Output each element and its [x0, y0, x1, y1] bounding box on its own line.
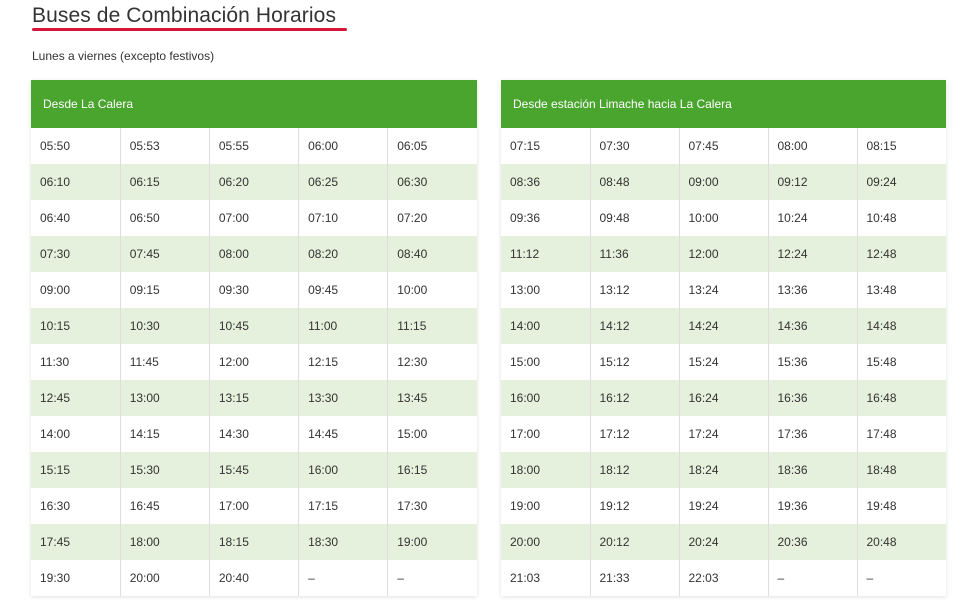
- time-cell: 09:36: [501, 200, 590, 236]
- time-cell: 13:12: [590, 272, 679, 308]
- time-cell: 07:20: [388, 200, 477, 236]
- schedule-subtitle: Lunes a viernes (excepto festivos): [32, 49, 215, 63]
- time-cell: 09:00: [679, 164, 768, 200]
- time-cell: 06:50: [120, 200, 209, 236]
- time-cell: 06:25: [299, 164, 388, 200]
- time-cell: 16:36: [768, 380, 857, 416]
- table-row: [31, 524, 477, 560]
- time-cell: 09:15: [120, 272, 209, 308]
- time-cell: 16:48: [857, 380, 946, 416]
- time-cell: 07:45: [679, 128, 768, 164]
- time-cell: 17:15: [299, 488, 388, 524]
- time-cell: 15:48: [857, 344, 946, 380]
- time-cell: 21:03: [501, 560, 590, 596]
- time-cell: 08:20: [299, 236, 388, 272]
- time-cell: 08:15: [857, 128, 946, 164]
- time-cell: 15:15: [31, 452, 120, 488]
- table-row: [501, 380, 946, 416]
- time-cell: 18:24: [679, 452, 768, 488]
- time-cell: 08:00: [209, 236, 298, 272]
- table-row: [501, 164, 946, 200]
- timetable: [31, 128, 477, 596]
- time-cell: 09:30: [209, 272, 298, 308]
- table-row: [31, 200, 477, 236]
- time-cell: 15:00: [388, 416, 477, 452]
- time-cell: 17:24: [679, 416, 768, 452]
- time-cell: 11:15: [388, 308, 477, 344]
- table-row: [501, 272, 946, 308]
- time-cell: 16:00: [299, 452, 388, 488]
- time-cell: 18:00: [120, 524, 209, 560]
- time-cell: 19:12: [590, 488, 679, 524]
- time-cell: 09:24: [857, 164, 946, 200]
- time-cell: 17:12: [590, 416, 679, 452]
- time-cell: 10:00: [679, 200, 768, 236]
- time-cell: 20:00: [120, 560, 209, 596]
- schedule-table-from-limache: [501, 80, 946, 596]
- time-cell: 21:33: [590, 560, 679, 596]
- table-row: [31, 236, 477, 272]
- time-cell: 17:00: [209, 488, 298, 524]
- time-cell: 09:45: [299, 272, 388, 308]
- time-cell: 15:12: [590, 344, 679, 380]
- table-header: Desde La Calera: [31, 80, 477, 128]
- time-cell: 12:48: [857, 236, 946, 272]
- title-underline: [32, 28, 347, 31]
- time-cell: 10:45: [209, 308, 298, 344]
- time-cell: 06:20: [209, 164, 298, 200]
- table-row: [31, 560, 477, 596]
- time-cell: 07:15: [501, 128, 590, 164]
- time-cell: 13:48: [857, 272, 946, 308]
- time-cell: 18:15: [209, 524, 298, 560]
- table-row: [501, 128, 946, 164]
- time-cell: 20:36: [768, 524, 857, 560]
- table-row: [31, 416, 477, 452]
- time-cell: 13:24: [679, 272, 768, 308]
- time-cell: –: [857, 560, 946, 596]
- time-cell: 17:48: [857, 416, 946, 452]
- time-cell: 15:30: [120, 452, 209, 488]
- time-cell: 14:12: [590, 308, 679, 344]
- table-row: [31, 308, 477, 344]
- timetable: [501, 128, 946, 596]
- time-cell: 18:12: [590, 452, 679, 488]
- time-cell: 15:36: [768, 344, 857, 380]
- time-cell: 19:24: [679, 488, 768, 524]
- time-cell: 07:30: [31, 236, 120, 272]
- time-cell: 11:30: [31, 344, 120, 380]
- table-row: [501, 308, 946, 344]
- time-cell: 13:15: [209, 380, 298, 416]
- time-cell: 20:24: [679, 524, 768, 560]
- time-cell: 13:00: [120, 380, 209, 416]
- time-cell: 07:00: [209, 200, 298, 236]
- time-cell: 20:12: [590, 524, 679, 560]
- table-row: [31, 488, 477, 524]
- time-cell: 05:50: [31, 128, 120, 164]
- table-row: [501, 452, 946, 488]
- time-cell: 15:00: [501, 344, 590, 380]
- time-cell: 11:12: [501, 236, 590, 272]
- time-cell: 07:30: [590, 128, 679, 164]
- time-cell: –: [299, 560, 388, 596]
- time-cell: 09:48: [590, 200, 679, 236]
- time-cell: 20:00: [501, 524, 590, 560]
- table-row: [501, 416, 946, 452]
- time-cell: 19:00: [388, 524, 477, 560]
- time-cell: 08:48: [590, 164, 679, 200]
- table-row: [501, 200, 946, 236]
- time-cell: 12:00: [209, 344, 298, 380]
- time-cell: 12:30: [388, 344, 477, 380]
- time-cell: 13:36: [768, 272, 857, 308]
- time-cell: 12:15: [299, 344, 388, 380]
- time-cell: 14:45: [299, 416, 388, 452]
- table-row: [501, 560, 946, 596]
- time-cell: 16:30: [31, 488, 120, 524]
- time-cell: 15:24: [679, 344, 768, 380]
- table-row: [31, 380, 477, 416]
- time-cell: 15:45: [209, 452, 298, 488]
- page-title: Buses de Combinación Horarios: [32, 4, 337, 27]
- time-cell: 19:48: [857, 488, 946, 524]
- time-cell: 14:15: [120, 416, 209, 452]
- table-row: [31, 452, 477, 488]
- time-cell: 10:00: [388, 272, 477, 308]
- time-cell: 20:48: [857, 524, 946, 560]
- time-cell: 06:10: [31, 164, 120, 200]
- time-cell: 06:00: [299, 128, 388, 164]
- time-cell: 14:48: [857, 308, 946, 344]
- time-cell: 10:24: [768, 200, 857, 236]
- table-row: [501, 488, 946, 524]
- schedule-table-from-la-calera: [31, 80, 477, 596]
- time-cell: 08:36: [501, 164, 590, 200]
- time-cell: 08:40: [388, 236, 477, 272]
- time-cell: –: [388, 560, 477, 596]
- time-cell: 06:30: [388, 164, 477, 200]
- time-cell: 07:10: [299, 200, 388, 236]
- time-cell: 14:30: [209, 416, 298, 452]
- table-row: [31, 164, 477, 200]
- time-cell: 10:30: [120, 308, 209, 344]
- time-cell: 19:36: [768, 488, 857, 524]
- time-cell: 10:15: [31, 308, 120, 344]
- time-cell: 06:05: [388, 128, 477, 164]
- table-row: [501, 524, 946, 560]
- time-cell: 12:45: [31, 380, 120, 416]
- table-row: [501, 344, 946, 380]
- table-row: [31, 128, 477, 164]
- time-cell: 14:36: [768, 308, 857, 344]
- time-cell: 17:45: [31, 524, 120, 560]
- time-cell: 12:24: [768, 236, 857, 272]
- time-cell: 13:30: [299, 380, 388, 416]
- table-row: [31, 344, 477, 380]
- time-cell: 13:00: [501, 272, 590, 308]
- time-cell: 11:45: [120, 344, 209, 380]
- time-cell: 17:30: [388, 488, 477, 524]
- time-cell: 05:53: [120, 128, 209, 164]
- time-cell: 11:00: [299, 308, 388, 344]
- time-cell: 11:36: [590, 236, 679, 272]
- time-cell: 16:12: [590, 380, 679, 416]
- time-cell: 07:45: [120, 236, 209, 272]
- time-cell: 16:00: [501, 380, 590, 416]
- time-cell: 06:15: [120, 164, 209, 200]
- time-cell: 18:30: [299, 524, 388, 560]
- time-cell: 16:24: [679, 380, 768, 416]
- time-cell: 09:12: [768, 164, 857, 200]
- table-header: Desde estación Limache hacia La Calera: [501, 80, 946, 128]
- time-cell: 10:48: [857, 200, 946, 236]
- time-cell: 22:03: [679, 560, 768, 596]
- time-cell: –: [768, 560, 857, 596]
- time-cell: 16:45: [120, 488, 209, 524]
- time-cell: 16:15: [388, 452, 477, 488]
- time-cell: 18:48: [857, 452, 946, 488]
- time-cell: 14:00: [501, 308, 590, 344]
- time-cell: 09:00: [31, 272, 120, 308]
- time-cell: 06:40: [31, 200, 120, 236]
- time-cell: 20:40: [209, 560, 298, 596]
- time-cell: 18:36: [768, 452, 857, 488]
- time-cell: 19:00: [501, 488, 590, 524]
- table-row: [31, 272, 477, 308]
- time-cell: 13:45: [388, 380, 477, 416]
- table-row: [501, 236, 946, 272]
- time-cell: 14:24: [679, 308, 768, 344]
- time-cell: 19:30: [31, 560, 120, 596]
- time-cell: 05:55: [209, 128, 298, 164]
- time-cell: 14:00: [31, 416, 120, 452]
- time-cell: 08:00: [768, 128, 857, 164]
- time-cell: 18:00: [501, 452, 590, 488]
- time-cell: 12:00: [679, 236, 768, 272]
- time-cell: 17:36: [768, 416, 857, 452]
- time-cell: 17:00: [501, 416, 590, 452]
